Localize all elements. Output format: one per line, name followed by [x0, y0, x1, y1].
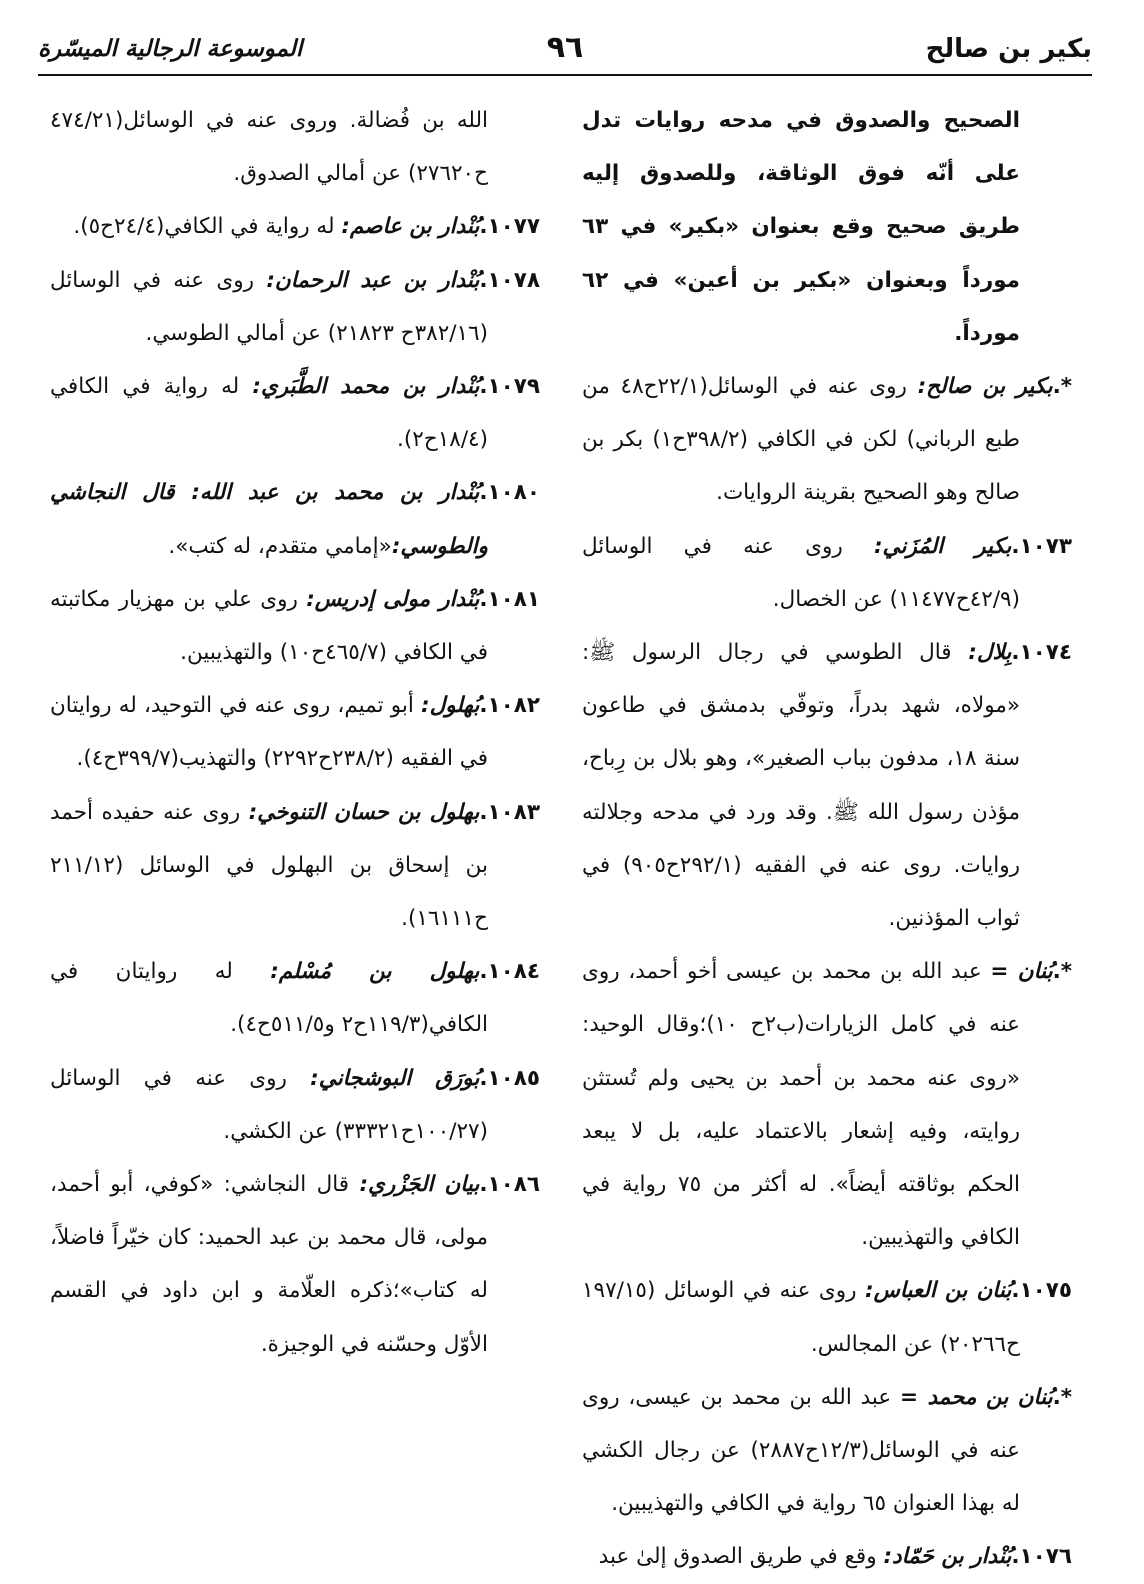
entry-1084 — [50, 945, 540, 1051]
entry-name: بُورَق البوشجاني: — [310, 1065, 480, 1091]
entry-marker: *. — [1052, 374, 1072, 400]
running-title-left: الموسوعة الرجالية الميسّرة — [38, 36, 303, 62]
header-rule — [38, 74, 1092, 76]
entry-text: روى عنه حفيده أحمد بن إسحاق بن البهلول في الوسائل (٢١١/١٢ ح١٦١١١). — [50, 799, 488, 932]
entry-number: ١٠٧٧. — [479, 214, 540, 240]
entry-text: روى علي بن مهزيار مكاتبته في الكافي (٤٦٥/٧ح١٠) والتهذيبين. — [50, 586, 488, 666]
entry-name: بكير المُزَني: — [873, 533, 1012, 559]
entry-number: ١٠٨٦. — [479, 1172, 540, 1198]
entry-1085 — [50, 1052, 540, 1158]
entry-name: بيان الجَزْري: — [359, 1172, 480, 1198]
entry-bukayr-ibn-salih — [582, 360, 1072, 520]
entry-text: روى عنه في الوسائل (١٠٠/٢٧ح٣٣٣٢١) عن الكشي. — [50, 1065, 488, 1144]
entry-text: قال الطوسي في رجال الرسول ﷺ: «مولاه، شهد بدراً، وتوفّي بدمشق في طاعون سنة ١٨، مدفون بباب الصغير»، وهو بلال بن رِباح، مؤذن رسول الله ﷺ. وقد ورد في مدحه وجلالته روايات. روى عنه في الفقيه (٢٩٢/١ح٩٠٥) في ثواب المؤذنين. — [582, 640, 1020, 932]
entry-name: بهلول بن حسان التنوخي: — [248, 799, 480, 825]
entry-name: بُنْدار بن حَمّاد: — [883, 1544, 1012, 1570]
entry-name: بُنْدار بن محمد بن عبد الله: قال النجاشي والطوسي: — [50, 480, 488, 559]
entry-marker: *. — [1052, 1384, 1072, 1410]
entry-name: بُنْدار بن محمد الطَّبَري: — [252, 374, 480, 400]
entry-number: ١٠٨٣. — [479, 799, 540, 825]
entry-number: ١٠٧٥. — [1011, 1278, 1072, 1304]
entry-marker: *. — [1052, 959, 1073, 985]
entry-text: له رواية في الكافي (١٨/٤ح٢). — [50, 374, 488, 453]
entry-text: قال النجاشي: «كوفي، أبو أحمد، مولى، قال محمد بن عبد الحميد: كان خيّراً فاضلاً، له كتاب»؛ذكره العلّامة و ابن داود في القسم الأوّل وحسّنه في الوجيزة. — [50, 1172, 488, 1357]
entry-1077 — [50, 200, 540, 253]
entry-1078 — [50, 254, 540, 360]
entry-name: بُنان بن العباس: — [865, 1278, 1012, 1304]
entry-number: ١٠٨٢. — [479, 693, 540, 719]
entry-name: بُنان بن محمد = — [900, 1384, 1053, 1410]
entry-number: ١٠٧٩. — [479, 374, 541, 400]
entry-text: عبد الله بن محمد بن عيسى أخو أحمد، روى عنه في كامل الزيارات(ب٢ح ١٠)؛وقال الوحيد: «روى عنه محمد بن أحمد بن يحيى ولم تُستثن روايته، وفيه إشعار بالاعتماد عليه، بل لا يبعد الحكم بوثاقته أيضاً». له أكثر من ٧٥ رواية في الكافي والتهذيبين. — [582, 959, 1021, 1251]
entry-1080 — [50, 466, 540, 572]
entry-number: ١٠٨٥. — [479, 1065, 540, 1091]
entry-bunan — [582, 945, 1072, 1264]
entry-number: ١٠٧٦. — [1011, 1544, 1072, 1570]
right-column — [582, 94, 1072, 1584]
entry-1086 — [50, 1158, 540, 1371]
page-number: ٩٦ — [546, 30, 584, 65]
entry-name: بُنْدار بن عاصم: — [341, 214, 480, 240]
entry-1081 — [50, 573, 540, 679]
page-header — [38, 28, 1092, 72]
entry-number: ١٠٨٤. — [479, 959, 541, 985]
entry-number: ١٠٧٤. — [1011, 640, 1072, 666]
entry-text: روى عنه في الوسائل(٢٢/١ح٤٨ من طبع الرباني) لكن في الكافي (٣٩٨/٢ح١) بكر بن صالح وهو الصحيح بقرينة الروايات. — [582, 374, 1020, 506]
entry-text: وقع في طريق الصدوق إلىٰ عبد — [598, 1544, 884, 1570]
continued-entry-text: الصحيح والصدوق في مدحه روايات تدل على أنّه فوق الوثاقة، وللصدوق إليه طريق صحيح وقع بعنوان «بكير» في ٦٣ مورداً وبعنوان «بكير بن أعين» في ٦٢ مورداً. — [582, 108, 1020, 346]
entry-text: أبو تميم، روى عنه في التوحيد، له روايتان في الفقيه (٢٣٨/٢ح٢٢٩٢) والتهذيب(٣٩٩/٧ح٤). — [50, 693, 488, 772]
entry-text: عبد الله بن محمد بن عيسى، روى عنه في الوسائل(١٢/٣ح٢٨٨٧) عن رجال الكشي له بهذا العنوان ٦٥ رواية في الكافي والتهذيبين. — [582, 1384, 1020, 1517]
entry-bunan-ibn-muhammad — [582, 1371, 1072, 1531]
entry-name: بُهلول: — [420, 693, 480, 719]
entry-number: ١٠٧٣. — [1011, 533, 1072, 559]
entry-text: روى عنه في الوسائل (٤٢/٩ح١١٤٧٧) عن الخصال. — [582, 533, 1020, 612]
entry-number: ١٠٨٠. — [479, 480, 540, 506]
left-column — [50, 94, 540, 1371]
entry-name: بكير بن صالح: — [917, 374, 1053, 400]
entry-name: بُنْدار بن عبد الرحمان: — [266, 267, 480, 293]
entry-1073 — [582, 520, 1072, 626]
entry-1075 — [582, 1264, 1072, 1370]
entry-number: ١٠٧٨. — [479, 267, 540, 293]
entry-1079 — [50, 360, 540, 466]
entry-number: ١٠٨١. — [479, 586, 540, 612]
entry-1074 — [582, 626, 1072, 945]
entry-name: بِلال: — [968, 640, 1012, 666]
entry-1083 — [50, 786, 540, 946]
entry-text: له روايتان في الكافي(١١٩/٣ح٢ و٥١١/٥ح٤). — [50, 959, 488, 1038]
entry-name: بهلول بن مُسْلم: — [270, 959, 480, 985]
entry-text: له رواية في الكافي(٢٤/٤ح٥). — [73, 214, 342, 240]
entry-name: بُنان = — [990, 959, 1053, 985]
entry-1076 — [582, 1530, 1072, 1583]
entry-text: روى عنه في الوسائل (٣٨٢/١٦ح ٢١٨٢٣) عن أمالي الطوسي. — [50, 267, 488, 346]
entry-text: «إمامي متقدم، له كتب». — [168, 533, 392, 559]
running-title-right: بكير بن صالح — [925, 34, 1092, 64]
entry-name: بُنْدار مولى إدريس: — [306, 586, 480, 612]
continued-entry-text: الله بن فُضالة. وروى عنه في الوسائل(٤٧٤/٢١ ح٢٧٦٢٠) عن أمالي الصدوق. — [50, 108, 488, 187]
entry-text: روى عنه في الوسائل (١٩٧/١٥ ح٢٠٢٦٦) عن المجالس. — [582, 1278, 1020, 1357]
entry-1082 — [50, 679, 540, 785]
